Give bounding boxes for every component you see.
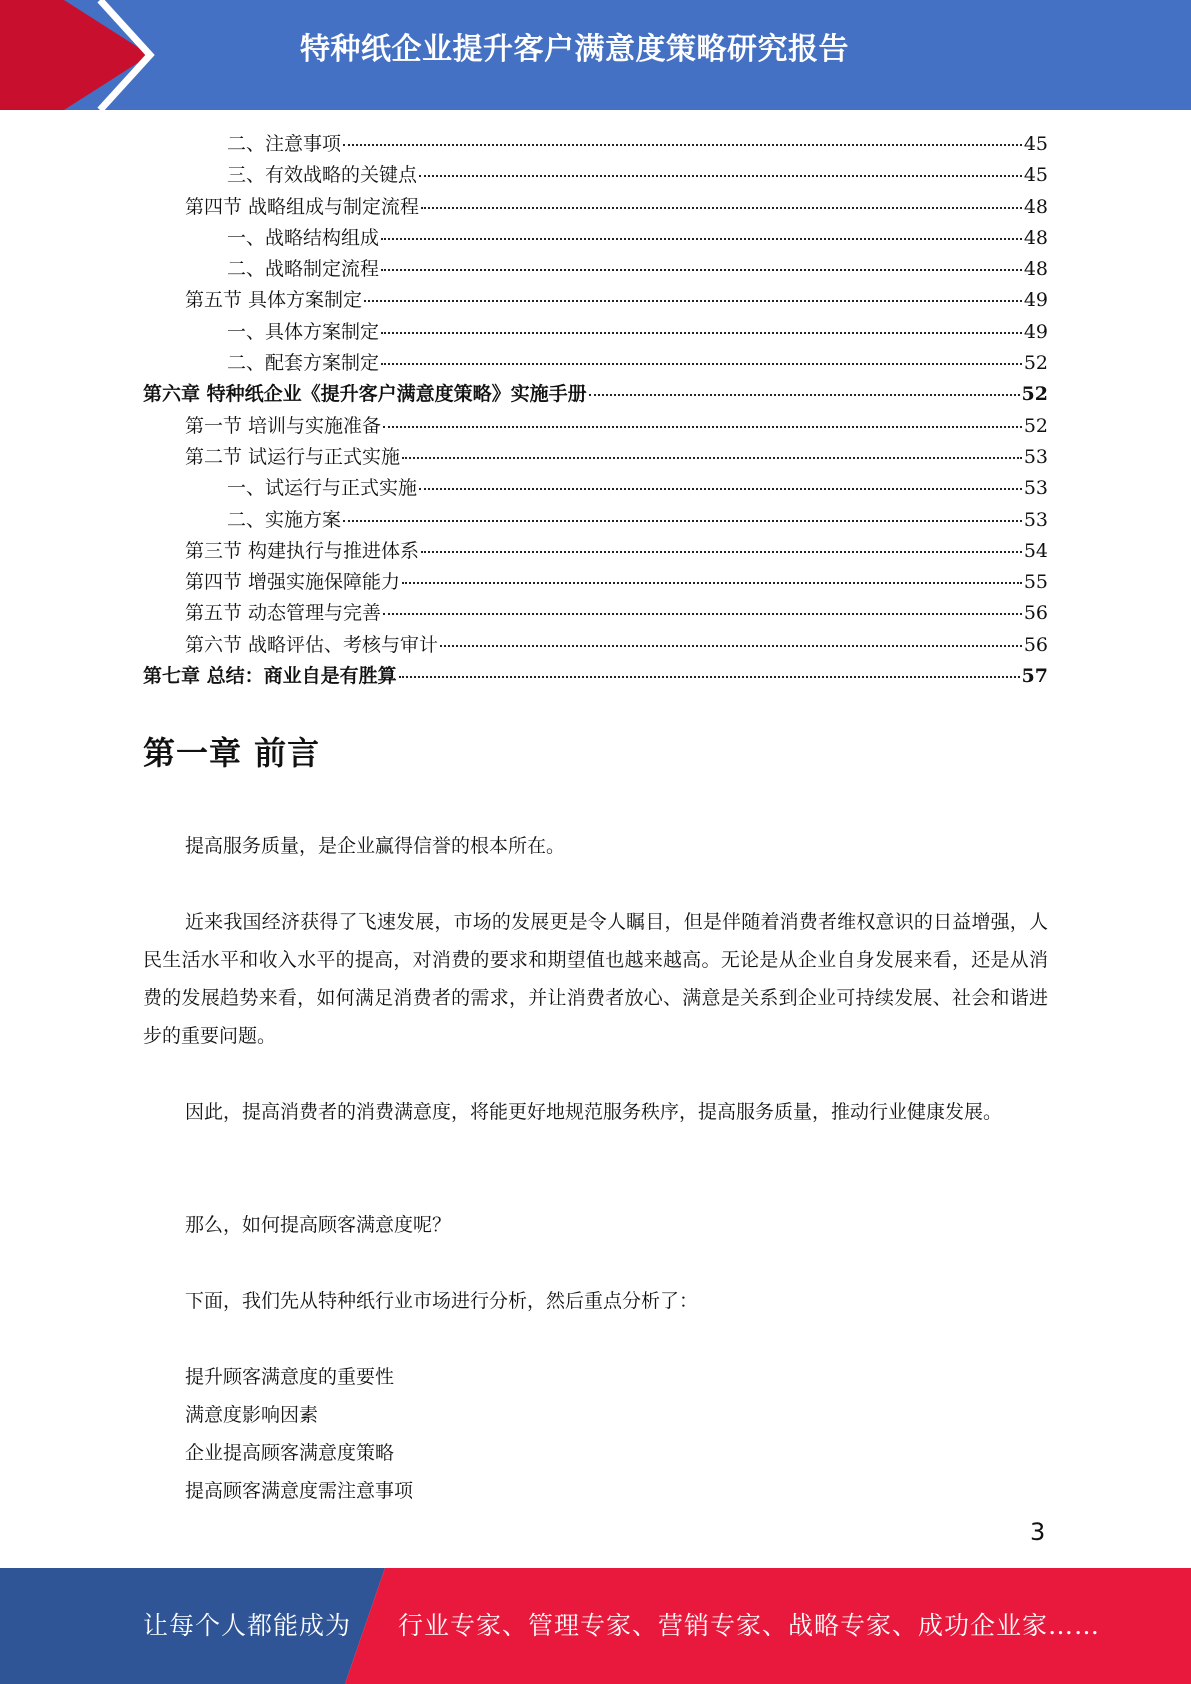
toc-entry-label: 二、配套方案制定 bbox=[227, 352, 380, 375]
page-number: 3 bbox=[1030, 1518, 1046, 1546]
toc-dot-leader bbox=[383, 426, 1022, 428]
toc-entry-page: 52 bbox=[1021, 383, 1048, 406]
toc-entry[interactable] bbox=[143, 536, 1048, 567]
toc-entry-page: 48 bbox=[1023, 226, 1048, 249]
toc-entry-label: 一、试运行与正式实施 bbox=[227, 477, 418, 500]
toc-entry-page: 45 bbox=[1023, 133, 1048, 155]
toc-entry-label: 第五节 动态管理与完善 bbox=[185, 602, 382, 625]
toc-entry-page: 52 bbox=[1023, 352, 1048, 375]
toc-entry-label: 第四节 战略组成与制定流程 bbox=[185, 195, 420, 218]
toc-dot-leader bbox=[402, 457, 1022, 459]
list-item: 满意度影响因素 bbox=[185, 1404, 319, 1426]
toc-dot-leader bbox=[421, 551, 1022, 553]
chapter-title: 第一章 前言 bbox=[143, 734, 321, 772]
toc-dot-leader bbox=[421, 207, 1022, 209]
toc-entry-page: 56 bbox=[1023, 602, 1048, 625]
toc-entry-label: 第六节 战略评估、考核与审计 bbox=[185, 633, 439, 656]
paragraph-intro: 提高服务质量，是企业赢得信誉的根本所在。 bbox=[185, 835, 566, 857]
toc-entry[interactable] bbox=[143, 285, 1048, 316]
toc-entry[interactable] bbox=[143, 567, 1048, 598]
toc-entry-page: 56 bbox=[1023, 633, 1048, 656]
toc-entry[interactable] bbox=[143, 505, 1048, 536]
toc-entry-page: 54 bbox=[1023, 539, 1048, 562]
toc-entry-label: 二、注意事项 bbox=[227, 133, 342, 155]
toc-entry[interactable] bbox=[143, 598, 1048, 629]
toc-entry-label: 一、具体方案制定 bbox=[227, 320, 380, 343]
topic-list bbox=[185, 1358, 413, 1510]
toc-entry-page: 49 bbox=[1023, 320, 1048, 343]
toc-entry-page: 53 bbox=[1023, 508, 1048, 531]
toc-entry[interactable] bbox=[143, 411, 1048, 442]
toc-dot-leader bbox=[402, 582, 1022, 584]
toc-entry-page: 45 bbox=[1023, 164, 1048, 187]
toc-entry[interactable] bbox=[143, 129, 1048, 160]
list-item: 企业提高顾客满意度策略 bbox=[185, 1442, 395, 1464]
list-item: 提升顾客满意度的重要性 bbox=[185, 1366, 395, 1388]
toc-dot-leader bbox=[383, 613, 1022, 615]
paragraph-question: 那么，如何提高顾客满意度呢？ bbox=[185, 1214, 452, 1236]
toc-entry-label: 第五节 具体方案制定 bbox=[185, 289, 363, 312]
toc-entry[interactable] bbox=[143, 630, 1048, 661]
toc-entry[interactable] bbox=[143, 473, 1048, 504]
toc-entry[interactable] bbox=[143, 254, 1048, 285]
toc-entry[interactable] bbox=[143, 348, 1048, 379]
header-title: 特种纸企业提升客户满意度策略研究报告 bbox=[300, 32, 849, 67]
toc-entry[interactable] bbox=[143, 379, 1048, 410]
page-header bbox=[0, 0, 1191, 110]
toc-entry-page: 52 bbox=[1023, 414, 1048, 437]
paragraph-analysis: 下面，我们先从特种纸行业市场进行分析，然后重点分析了： bbox=[185, 1290, 699, 1312]
toc-dot-leader bbox=[381, 363, 1022, 365]
toc-dot-leader bbox=[419, 175, 1022, 177]
toc-entry-label: 第二节 试运行与正式实施 bbox=[185, 445, 401, 468]
toc-dot-leader bbox=[343, 520, 1022, 522]
toc-dot-leader bbox=[419, 488, 1022, 490]
toc-dot-leader bbox=[381, 238, 1022, 240]
toc-entry-page: 55 bbox=[1023, 571, 1048, 594]
toc-entry[interactable] bbox=[143, 160, 1048, 191]
toc-entry-page: 53 bbox=[1023, 477, 1048, 500]
toc-entry-label: 第七章 总结：商业自是有胜算 bbox=[143, 665, 397, 688]
toc-entry-page: 48 bbox=[1023, 258, 1048, 281]
paragraph-therefore: 因此，提高消费者的消费满意度，将能更好地规范服务秩序，提高服务质量，推动行业健康发展。 bbox=[185, 1101, 1003, 1123]
toc-entry-label: 第六章 特种纸企业《提升客户满意度策略》实施手册 bbox=[143, 383, 587, 406]
table-of-contents bbox=[143, 129, 1048, 692]
toc-entry[interactable] bbox=[143, 442, 1048, 473]
toc-entry[interactable] bbox=[143, 223, 1048, 254]
toc-entry-label: 三、有效战略的关键点 bbox=[227, 164, 418, 187]
list-item: 提高顾客满意度需注意事项 bbox=[185, 1480, 414, 1502]
toc-dot-leader bbox=[381, 269, 1022, 271]
toc-entry[interactable] bbox=[143, 317, 1048, 348]
toc-dot-leader bbox=[381, 332, 1022, 334]
toc-entry-label: 第三节 构建执行与推进体系 bbox=[185, 539, 420, 562]
page-footer bbox=[0, 1568, 1191, 1684]
toc-entry-page: 48 bbox=[1023, 195, 1048, 218]
toc-entry[interactable] bbox=[143, 661, 1048, 692]
toc-entry-label: 第四节 增强实施保障能力 bbox=[185, 571, 401, 594]
footer-slogan-right: 行业专家、管理专家、营销专家、战略专家、成功企业家…… bbox=[398, 1611, 1101, 1640]
toc-entry-page: 53 bbox=[1023, 445, 1048, 468]
footer-slogan-left: 让每个人都能成为 bbox=[143, 1611, 352, 1640]
toc-dot-leader bbox=[399, 676, 1020, 678]
toc-dot-leader bbox=[440, 645, 1022, 647]
toc-dot-leader bbox=[343, 144, 1022, 146]
toc-entry-page: 49 bbox=[1023, 289, 1048, 312]
toc-entry[interactable] bbox=[143, 192, 1048, 223]
red-arrow-shape bbox=[0, 0, 150, 110]
toc-entry-page: 57 bbox=[1021, 665, 1048, 688]
toc-dot-leader bbox=[589, 394, 1020, 396]
toc-entry-label: 第一节 培训与实施准备 bbox=[185, 414, 382, 437]
toc-dot-leader bbox=[364, 300, 1022, 302]
paragraph-background: 近来我国经济获得了飞速发展，市场的发展更是令人瞩目，但是伴随着消费者维权意识的日益增强，人民生活水平和收入水平的提高，对消费的要求和期望值也越来越高。无论是从企业自身发展来看，还是从消费的发展趋势来看，如何满足消费者的需求，并让消费者放心、满意是关系到企业可持续发展、社会和谐进步的重要问题。 bbox=[143, 911, 1048, 1047]
toc-entry-label: 二、战略制定流程 bbox=[227, 258, 380, 281]
toc-entry-label: 一、战略结构组成 bbox=[227, 226, 380, 249]
toc-entry-label: 二、实施方案 bbox=[227, 508, 342, 531]
